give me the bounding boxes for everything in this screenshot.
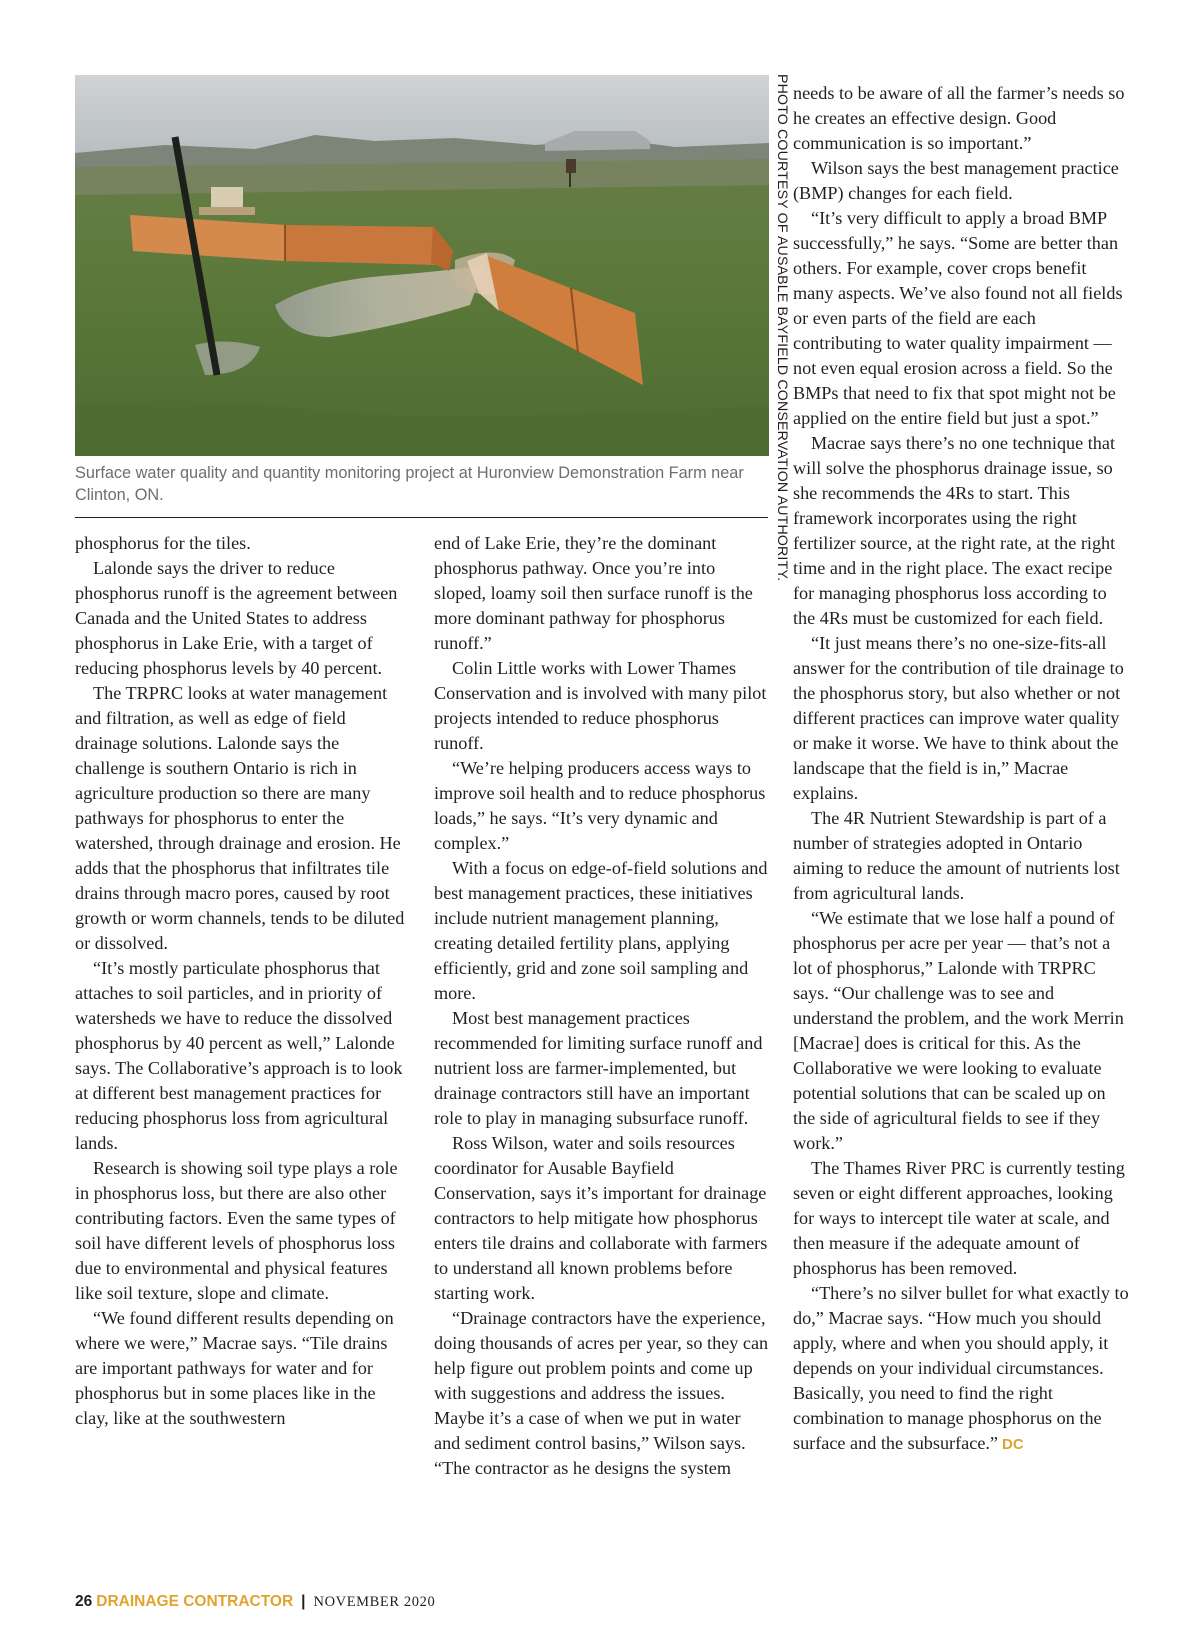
paragraph: Macrae says there’s no one technique that will solve the phosphorus drainage issue, so she recommends the 4Rs to start. This framework incorporates using the right fertilizer source, at the right rate, at the right time and in the right place. The exact recipe for managing phosphorus loss according to the 4Rs must be customized for each field.	[793, 433, 1116, 628]
end-mark: DC	[1002, 1436, 1024, 1453]
paragraph: “It just means there’s no one-size-fits-all answer for the contribution of tile drainage to the phosphorus story, but also whether or not different practices can improve water quality or make it worse. We have to think about the landscape that the field is in,” Macrae explains.	[793, 633, 1124, 803]
article-column-2	[434, 531, 771, 1481]
article-column-1	[75, 531, 411, 1431]
paragraph: needs to be aware of all the farmer’s needs so he creates an effective design. Good communication is so important.”	[793, 83, 1125, 153]
paragraph: “We’re helping producers access ways to improve soil health and to reduce phosphorus loads,” he says. “It’s very dynamic and complex.”	[434, 758, 766, 853]
magazine-name: DRAINAGE CONTRACTOR	[96, 1593, 294, 1610]
paragraph: “Drainage contractors have the experience, doing thousands of acres per year, so they can help figure out problem points and come up with suggestions and address the issues. Maybe it’s a case of when we put in water and sediment control basins,” Wilson says. “The contractor as he designs the system	[434, 1308, 769, 1478]
photo-credit-text: PHOTO COURTESY OF AUSABLE BAYFIELD CONSERVATION AUTHORITY.	[774, 74, 790, 582]
paragraph: Wilson says the best management practice (BMP) changes for each field.	[793, 158, 1119, 203]
paragraph: phosphorus for the tiles.	[75, 533, 251, 553]
paragraph: “We estimate that we lose half a pound of phosphorus per acre per year — that’s not a lot of phosphorus,” Lalonde with TRPRC says. “Our challenge was to see and understand the problem, and the work Merrin [Macrae] does is critical for this. As the Collaborative we were looking to evaluate potential solutions that can be scaled up on the side of agricultural fields to see if they work.”	[793, 908, 1124, 1153]
paragraph: end of Lake Erie, they’re the dominant phosphorus pathway. Once you’re into sloped, loamy soil then surface runoff is the more dominant pathway for phosphorus runoff.”	[434, 533, 753, 653]
last-paragraph	[793, 1281, 1129, 1457]
paragraph: The 4R Nutrient Stewardship is part of a number of strategies adopted in Ontario aiming to reduce the amount of nutrients lost from agricultural lands.	[793, 808, 1120, 903]
paragraph: “It’s mostly particulate phosphorus that attaches to soil particles, and in priority of watersheds we have to reduce the dissolved phosphorus by 40 percent as well,” Lalonde says. The Collaborative’s approach is to look at different best management practices for reducing phosphorus loss from agricultural lands.	[75, 958, 403, 1153]
paragraph: Colin Little works with Lower Thames Conservation and is involved with many pilot projects intended to reduce phosphorus runoff.	[434, 658, 767, 753]
paragraph: “We found different results depending on where we were,” Macrae says. “Tile drains are important pathways for water and for phosphorus but in some places like in the clay, like at the southwestern	[75, 1308, 394, 1428]
caption-divider	[75, 517, 768, 518]
issue-date: NOVEMBER 2020	[313, 1594, 436, 1610]
page-number: 26	[75, 1593, 93, 1610]
field-photo-illustration	[75, 75, 769, 456]
paragraph: “It’s very difficult to apply a broad BMP successfully,” he says. “Some are better than others. For example, cover crops benefit many aspects. We’ve also found not all fields or even parts of the field are each contributing to water quality impairment — not even equal erosion across a field. So the BMPs that need to fix that spot might not be applied on the entire field but just a spot.”	[793, 208, 1123, 428]
paragraph: The TRPRC looks at water management and filtration, as well as edge of field drainage solutions. Lalonde says the challenge is southern Ontario is rich in agriculture production so there are many pathways for phosphorus to enter the watershed, through drainage and erosion. He adds that the phosphorus that infiltrates tile drains through macro pores, caused by root growth or worm channels, tends to be diluted or dissolved.	[75, 683, 405, 953]
paragraph-text: “There’s no silver bullet for what exactly to do,” Macrae says. “How much you should apply, where and when you should apply, it depends on your individual circumstances. Basically, you need to find the right combination to manage phosphorus on the surface and the subsurface.”	[793, 1283, 1129, 1453]
article-column-3	[793, 81, 1129, 1457]
paragraph: Lalonde says the driver to reduce phosphorus runoff is the agreement between Canada and the United States to address phosphorus in Lake Erie, with a target of reducing phosphorus levels by 40 percent.	[75, 558, 398, 678]
photo-credit	[768, 74, 796, 598]
paragraph: The Thames River PRC is currently testing seven or eight different approaches, looking for ways to intercept tile water at scale, and then measure if the adequate amount of phosphorus has been removed.	[793, 1158, 1125, 1278]
paragraph: With a focus on edge-of-field solutions and best management practices, these initiatives include nutrient management planning, creating detailed fertility plans, applying efficiently, grid and zone soil sampling and more.	[434, 858, 768, 1003]
photo-caption: Surface water quality and quantity monitoring project at Huronview Demonstration Farm near Clinton, ON.	[75, 464, 744, 504]
footer-separator: |	[301, 1593, 306, 1610]
paragraph: Research is showing soil type plays a role in phosphorus loss, but there are also other contributing factors. Even the same types of soil have different levels of phosphorus loss due to environmental and physical features like soil texture, slope and climate.	[75, 1158, 398, 1303]
article-photo	[75, 75, 769, 456]
paragraph: Ross Wilson, water and soils resources coordinator for Ausable Bayfield Conservation, says it’s important for drainage contractors to help mitigate how phosphorus enters tile drains and collaborate with farmers to understand all known problems before starting work.	[434, 1133, 768, 1303]
page-footer	[75, 1593, 435, 1619]
paragraph: Most best management practices recommended for limiting surface runoff and nutrient loss are farmer-implemented, but drainage contractors still have an important role to play in managing subsurface runoff.	[434, 1008, 763, 1128]
